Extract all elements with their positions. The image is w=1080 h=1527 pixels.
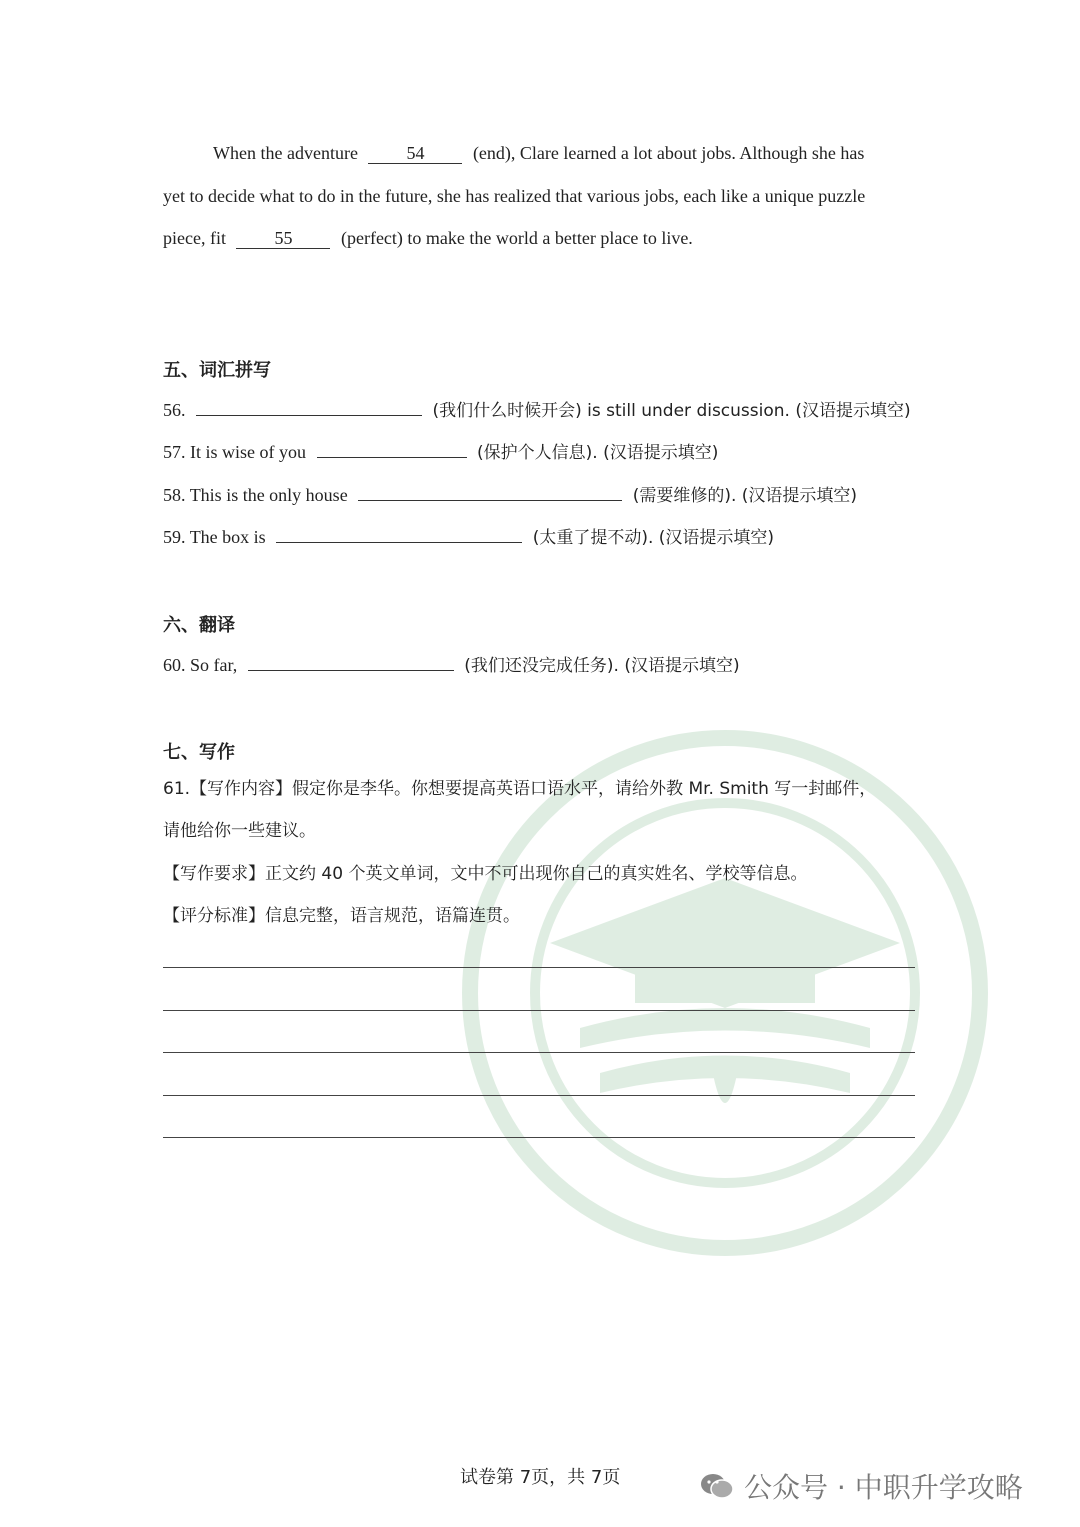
writing-line-4[interactable]: [163, 1095, 915, 1096]
answer-blank-58[interactable]: [358, 480, 622, 501]
section-6-heading: 六、翻译: [163, 615, 235, 636]
watermark-seal: [460, 728, 990, 1258]
question-58: 58. This is the only house (需要维修的). (汉语提示填空): [163, 480, 857, 508]
wechat-watermark: 公众号 · 中职升学攻略: [700, 1466, 1023, 1506]
blank-54[interactable]: 54: [368, 143, 462, 164]
writing-requirement: 【写作要求】正文约 40 个英文单词，文中不可出现你自己的真实姓名、学校等信息。: [163, 864, 808, 884]
page-number: 试卷第 7页，共 7页: [460, 1467, 621, 1488]
passage-line-1: When the adventure 54 (end), Clare learned a lot about jobs. Although she has: [213, 143, 865, 163]
wechat-icon: [700, 1472, 734, 1500]
passage-line-3: piece, fit 55 (perfect) to make the world a better place to live.: [163, 228, 693, 248]
writing-line-2[interactable]: [163, 1010, 915, 1011]
answer-blank-56[interactable]: [196, 395, 422, 416]
answer-blank-57[interactable]: [317, 437, 467, 458]
question-61-line-2: 请他给你一些建议。: [163, 821, 316, 841]
writing-line-1[interactable]: [163, 967, 915, 968]
question-60: 60. So far, (我们还没完成任务). (汉语提示填空): [163, 650, 740, 678]
writing-line-3[interactable]: [163, 1052, 915, 1053]
answer-blank-59[interactable]: [276, 522, 522, 543]
writing-line-5[interactable]: [163, 1137, 915, 1138]
section-5-heading: 五、词汇拼写: [163, 360, 271, 381]
blank-55[interactable]: 55: [236, 228, 330, 249]
answer-blank-60[interactable]: [248, 650, 454, 671]
section-7-heading: 七、写作: [163, 742, 235, 763]
passage-line-2: yet to decide what to do in the future, she has realized that various jobs, each like a unique puzzle: [163, 186, 866, 206]
question-56: 56. (我们什么时候开会) is still under discussion. (汉语提示填空): [163, 395, 911, 423]
scoring-criteria: 【评分标准】信息完整，语言规范，语篇连贯。: [163, 906, 520, 926]
question-59: 59. The box is (太重了提不动). (汉语提示填空): [163, 522, 774, 550]
question-61-line-1: 61.【写作内容】假定你是李华。你想要提高英语口语水平，请给外教 Mr. Smith 写一封邮件，: [163, 779, 877, 799]
question-57: 57. It is wise of you (保护个人信息). (汉语提示填空): [163, 437, 718, 465]
